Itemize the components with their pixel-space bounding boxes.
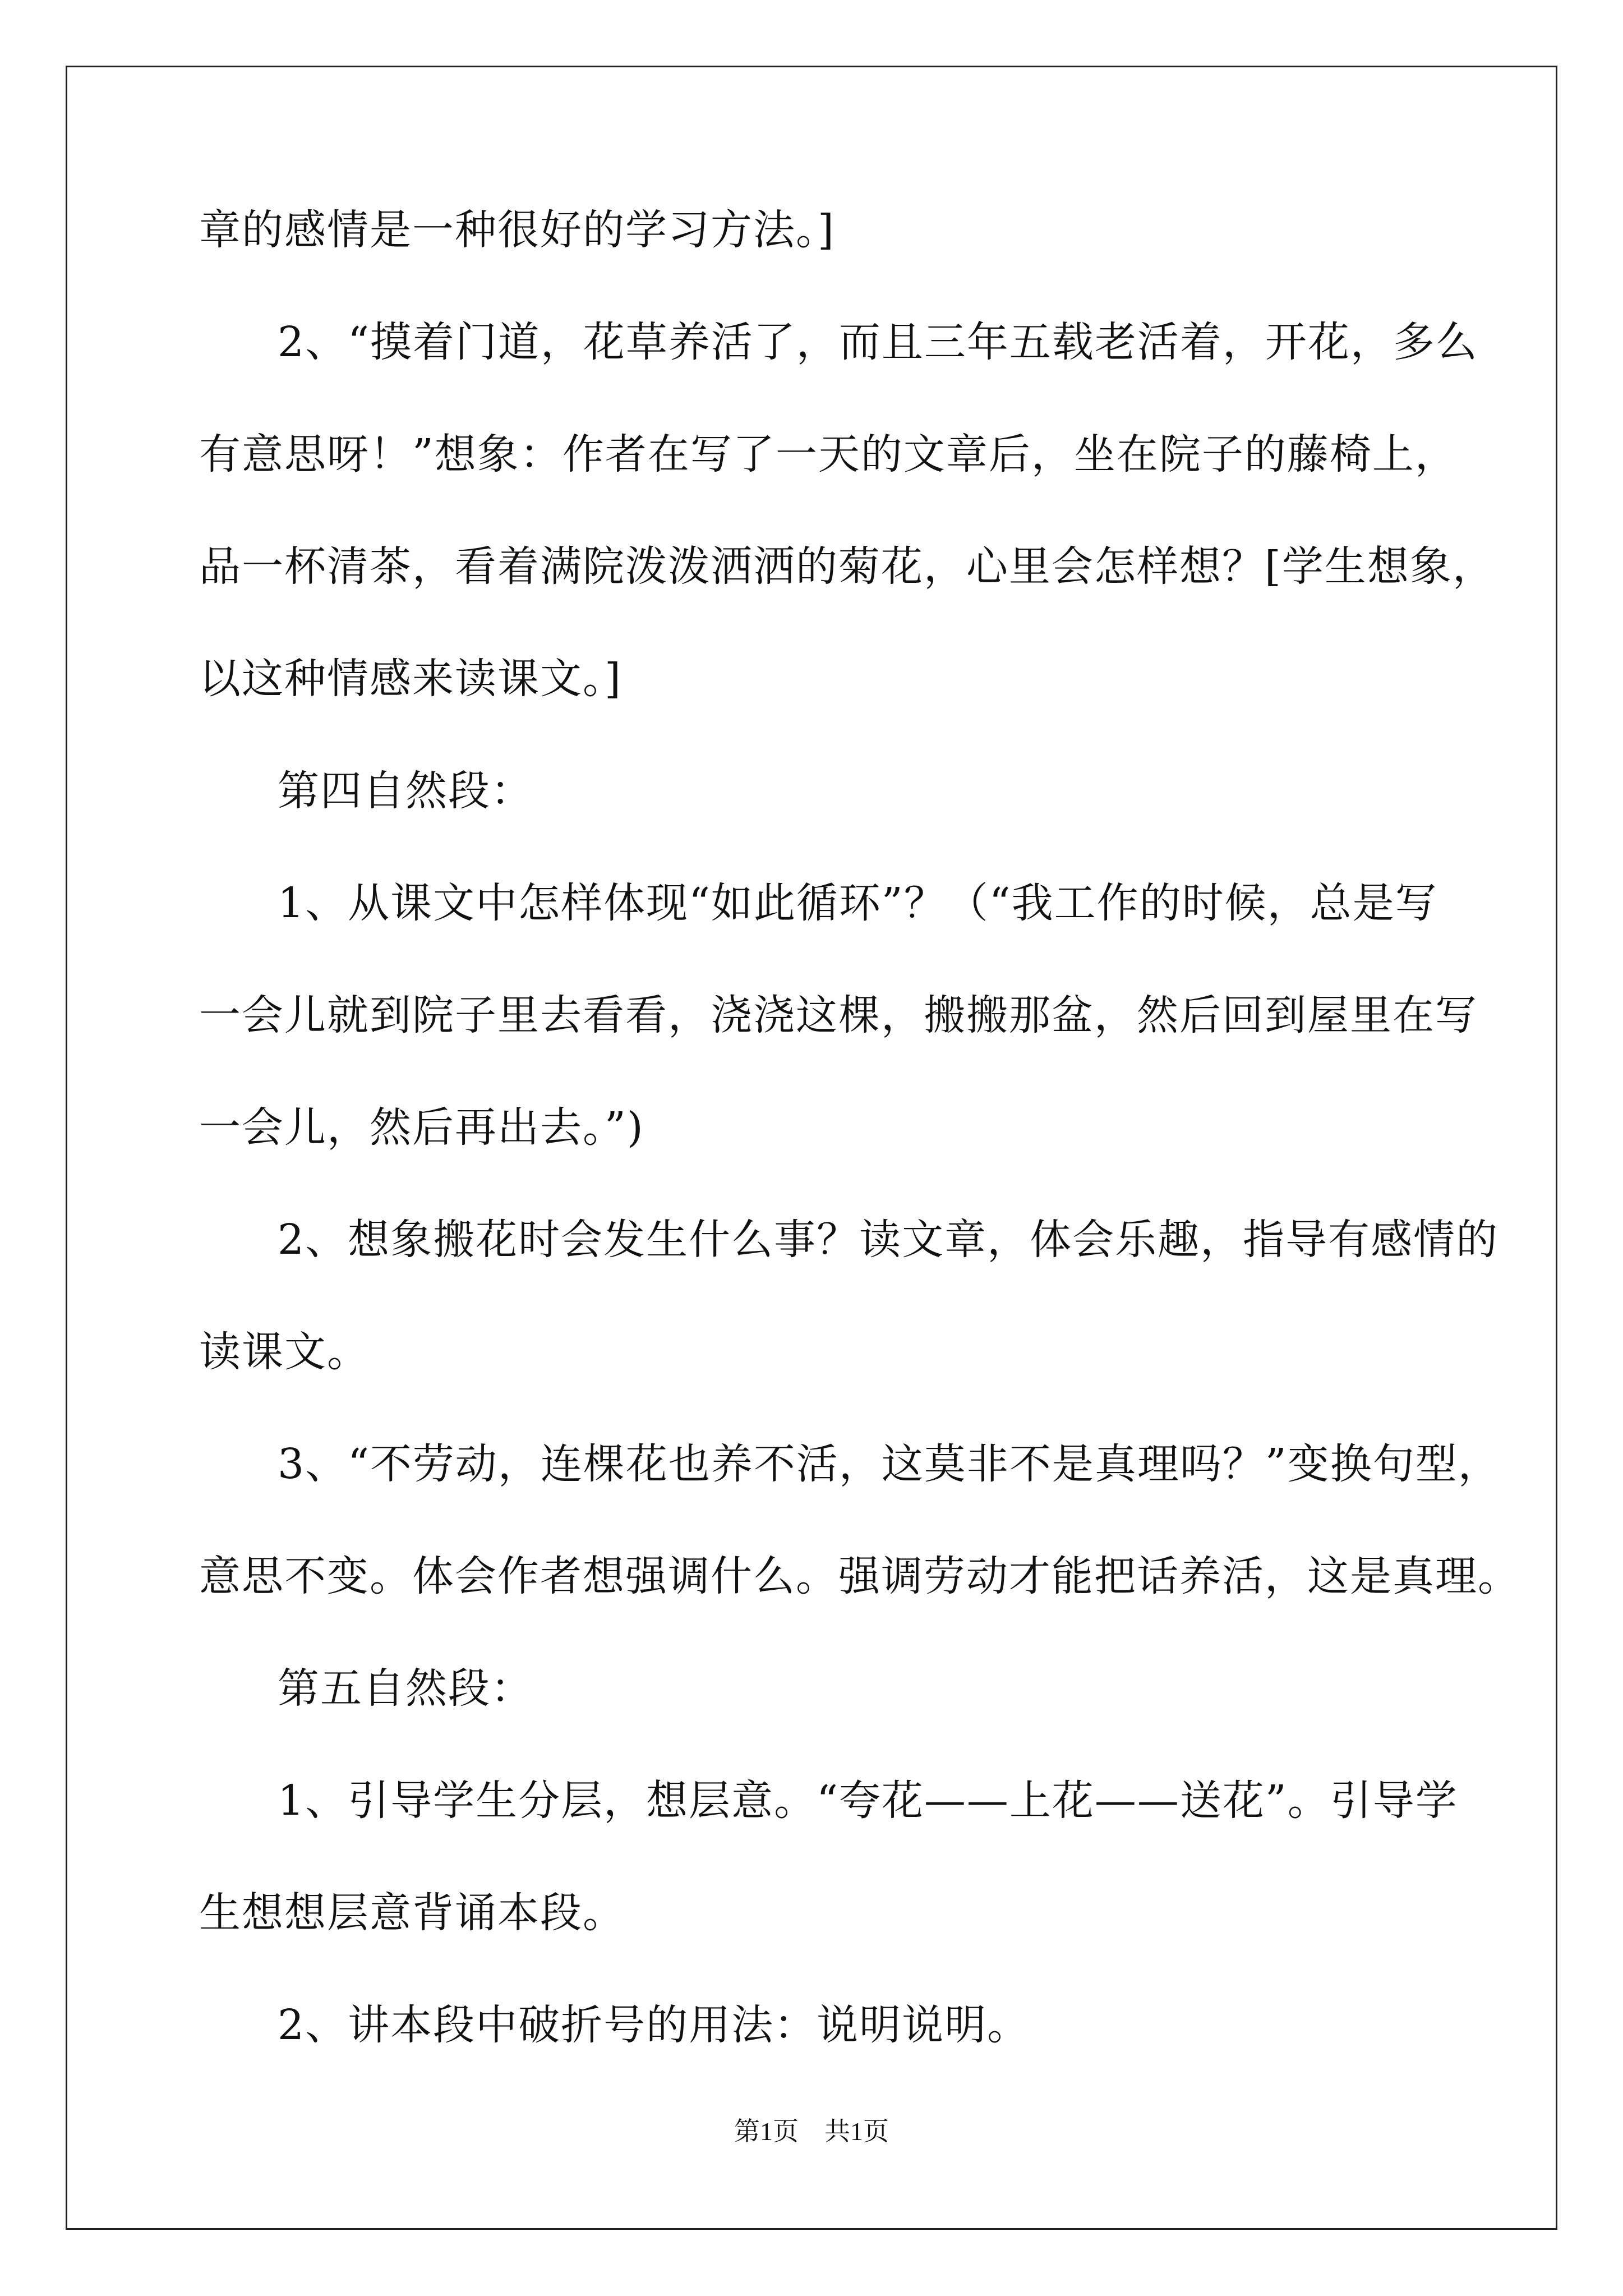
text-line: 章的感情是一种很好的学习方法。] [199,206,835,254]
text-line: 2、想象搬花时会发生什么事？读文章，体会乐趣，指导有感情的 [278,1216,1499,1264]
text-line: 2、“摸着门道，花草养活了，而且三年五载老活着，开花，多么 [278,318,1478,366]
section-heading: 第四自然段： [278,767,533,815]
text-line: 品一杯清茶，看着满院泼泼洒洒的菊花，心里会怎样想？[学生想象， [199,542,1495,591]
text-line: 以这种情感来读课文。] [199,655,622,703]
page-footer [0,2115,1623,2148]
text-line: 2、讲本段中破折号的用法：说明说明。 [278,2001,1030,2049]
text-line: 1、从课文中怎样体现“如此循环”？（“我工作的时候，总是写 [278,879,1438,927]
text-line: 一会儿就到院子里去看看，浇浇这棵，搬搬那盆，然后回到屋里在写 [199,991,1478,1039]
page-number: 第1页 [734,2117,799,2146]
page-total: 共1页 [824,2117,889,2146]
text-line: 3、“不劳动，连棵花也养不活，这莫非不是真理吗？”变换句型， [278,1440,1501,1488]
section-heading: 第五自然段： [278,1664,533,1713]
text-line: 一会儿，然后再出去。”) [199,1103,644,1152]
text-line: 有意思呀！”想象：作者在写了一天的文章后，坐在院子的藤椅上， [199,430,1458,478]
text-line: 意思不变。体会作者想强调什么。强调劳动才能把话养活，这是真理。 [199,1552,1520,1600]
text-line: 1、引导学生分层，想层意。“夸花——上花——送花”。引导学 [278,1777,1458,1825]
text-line: 读课文。 [199,1328,370,1376]
text-line: 生想想层意背诵本段。 [199,1889,625,1937]
